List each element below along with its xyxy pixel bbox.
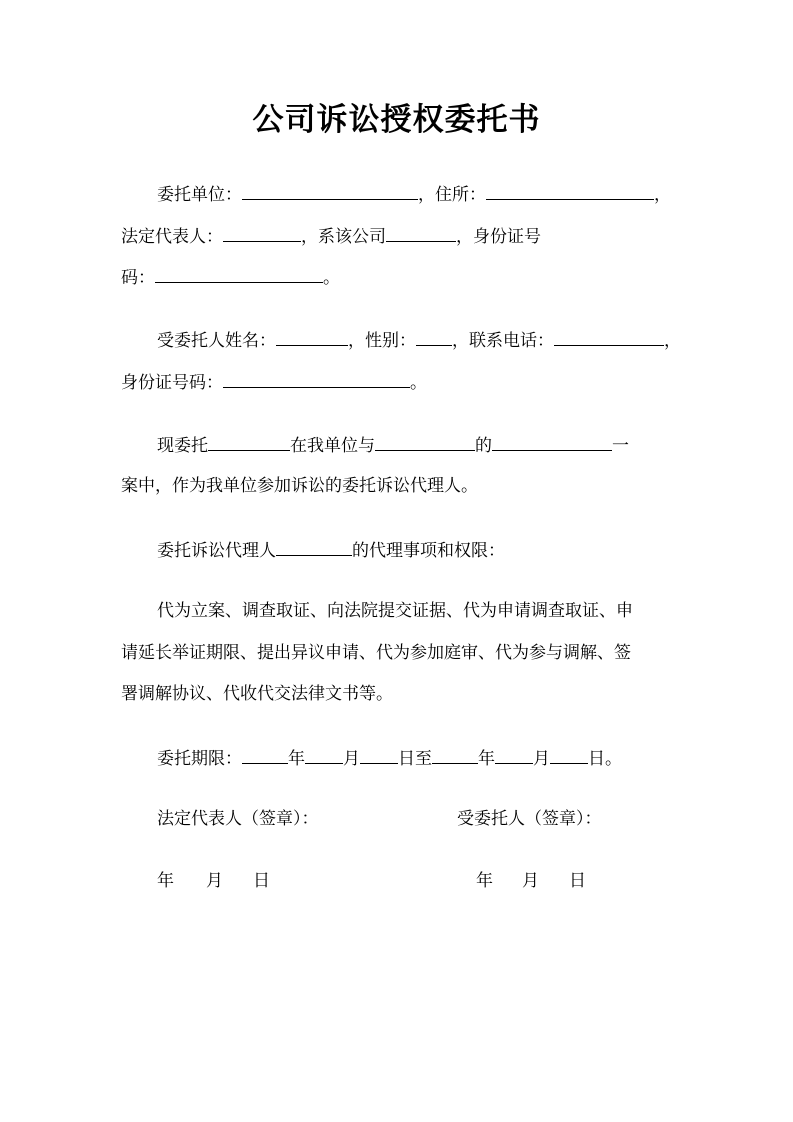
scope-agent-blank[interactable] xyxy=(276,537,352,556)
legal-rep-blank[interactable] xyxy=(223,223,301,242)
day-end-label: 日。 xyxy=(588,749,622,769)
principal-line-2 xyxy=(121,223,793,249)
start-month-blank[interactable] xyxy=(305,745,343,764)
agent-line-2 xyxy=(121,369,793,395)
address-blank[interactable] xyxy=(486,181,654,200)
legal-rep-date-year: 年 xyxy=(157,871,174,891)
principal-line-3 xyxy=(121,264,793,290)
case-line-1 xyxy=(157,432,793,458)
unit-blank[interactable] xyxy=(242,181,418,200)
month-label: 月 xyxy=(343,749,360,769)
agent-line-1 xyxy=(157,327,793,353)
case-mid-1: 在我单位与 xyxy=(290,436,375,456)
end-year-blank[interactable] xyxy=(432,745,478,764)
gender-blank[interactable] xyxy=(416,327,452,346)
line-end-comma: ， xyxy=(664,331,681,351)
case-end: 一 xyxy=(612,436,629,456)
id-cont-label: 码： xyxy=(121,268,155,288)
phone-blank[interactable] xyxy=(554,327,664,346)
line-end-comma: ， xyxy=(654,185,671,205)
case-mid-2: 的 xyxy=(475,436,492,456)
gender-label: ，性别： xyxy=(348,331,416,351)
powers-line-3: 署调解协议、代收代交法律文书等。 xyxy=(121,684,393,704)
company-position-blank[interactable] xyxy=(386,223,456,242)
start-day-blank[interactable] xyxy=(360,745,398,764)
agent-id-label: 身份证号码： xyxy=(121,373,223,393)
end-day-blank[interactable] xyxy=(550,745,588,764)
case-intro: 现委托 xyxy=(157,436,208,456)
scope-prefix: 委托诉讼代理人 xyxy=(157,541,276,561)
case-line-2: 案中，作为我单位参加诉讼的委托诉讼代理人。 xyxy=(121,476,478,496)
end-month-blank[interactable] xyxy=(495,745,533,764)
agent-name-label: 受委托人姓名： xyxy=(157,331,276,351)
document-title: 公司诉讼授权委托书 xyxy=(252,102,541,138)
term-label: 委托期限： xyxy=(157,749,242,769)
start-year-blank[interactable] xyxy=(242,745,288,764)
agent-signature-label: 受委托人（签章）： xyxy=(457,809,602,829)
agent-date-day: 日 xyxy=(569,871,586,891)
agent-name-blank[interactable] xyxy=(276,327,348,346)
powers-line-1: 代为立案、调查取证、向法院提交证据、代为申请调查取证、申 xyxy=(157,601,633,621)
id-label: ，身份证号 xyxy=(456,227,541,247)
year-label: 年 xyxy=(288,749,305,769)
company-label: ，系该公司 xyxy=(301,227,386,247)
agent-date-month: 月 xyxy=(522,871,539,891)
opposing-party-blank[interactable] xyxy=(375,432,475,451)
period: 。 xyxy=(410,373,427,393)
legal-rep-signature-label: 法定代表人（签章）： xyxy=(157,809,319,829)
term-line xyxy=(157,745,793,771)
unit-label: 委托单位： xyxy=(157,185,242,205)
legal-rep-label: 法定代表人： xyxy=(121,227,223,247)
agent-id-blank[interactable] xyxy=(223,369,410,388)
legal-rep-date-day: 日 xyxy=(253,871,270,891)
legal-rep-id-blank[interactable] xyxy=(155,264,323,283)
period: 。 xyxy=(323,268,340,288)
powers-line-2: 请延长举证期限、提出异议申请、代为参加庭审、代为参与调解、签 xyxy=(121,643,631,663)
scope-suffix: 的代理事项和权限： xyxy=(352,541,505,561)
principal-line-1 xyxy=(157,181,793,207)
day-to-label: 日至 xyxy=(398,749,432,769)
phone-label: ，联系电话： xyxy=(452,331,554,351)
agent-name-blank-2[interactable] xyxy=(208,432,290,451)
scope-line xyxy=(157,537,793,563)
year-label: 年 xyxy=(478,749,495,769)
address-label: ，住所： xyxy=(418,185,486,205)
agent-date-year: 年 xyxy=(476,871,493,891)
legal-rep-date-month: 月 xyxy=(206,871,223,891)
month-label: 月 xyxy=(533,749,550,769)
case-cause-blank[interactable] xyxy=(492,432,612,451)
